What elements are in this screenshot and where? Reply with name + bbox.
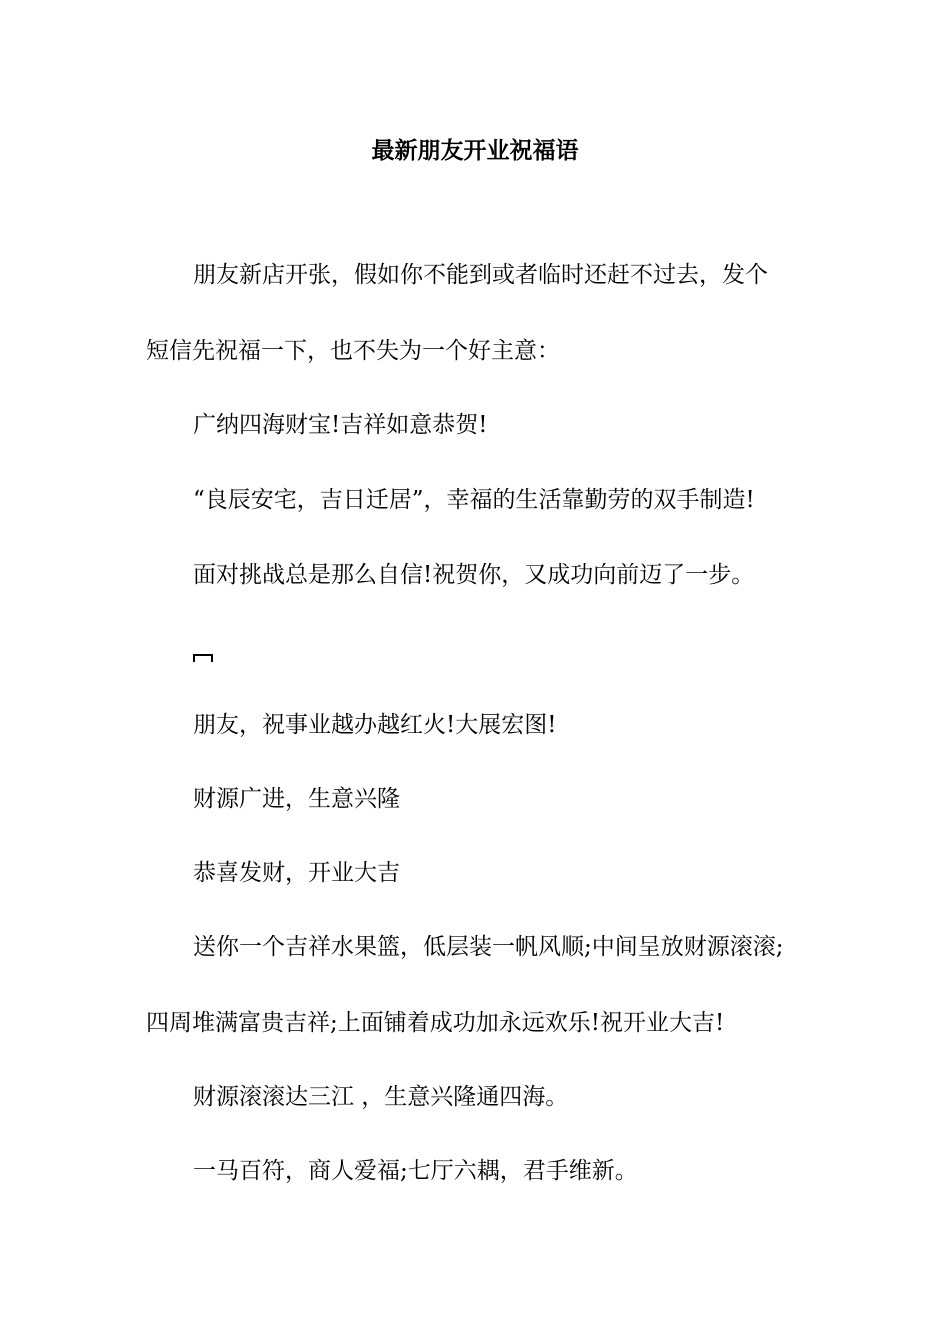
scan-mark-glyph xyxy=(193,653,213,662)
paragraph-line: 朋友新店开张，假如你不能到或者临时还赶不过去，发个 xyxy=(193,262,768,288)
paragraph-line: “良辰安宅，吉日迁居”，幸福的生活靠勤劳的双手制造! xyxy=(193,487,755,513)
paragraph-line: 面对挑战总是那么自信!祝贺你，又成功向前迈了一步。 xyxy=(193,562,755,588)
paragraph-line: 短信先祝福一下，也不失为一个好主意： xyxy=(146,338,560,364)
paragraph-line: 一马百符，商人爱福;七厅六耦，君手维新。 xyxy=(193,1158,638,1184)
paragraph-line: 四周堆满富贵吉祥;上面铺着成功加永远欢乐!祝开业大吉! xyxy=(146,1010,725,1036)
paragraph-line: 广纳四海财宝!吉祥如意恭贺! xyxy=(193,412,488,438)
paragraph-line: 恭喜发财，开业大吉 xyxy=(193,860,400,886)
paragraph-line: 财源广进，生意兴隆 xyxy=(193,786,400,812)
document-title: 最新朋友开业祝福语 xyxy=(371,138,579,164)
paragraph-line: 送你一个吉祥水果篮，低层装一帆风顺;中间呈放财源滚滚; xyxy=(193,934,784,960)
paragraph-line: 朋友，祝事业越办越红火!大展宏图! xyxy=(193,712,557,738)
paragraph-line: 财源滚滚达三江 ，生意兴隆通四海。 xyxy=(193,1084,569,1110)
